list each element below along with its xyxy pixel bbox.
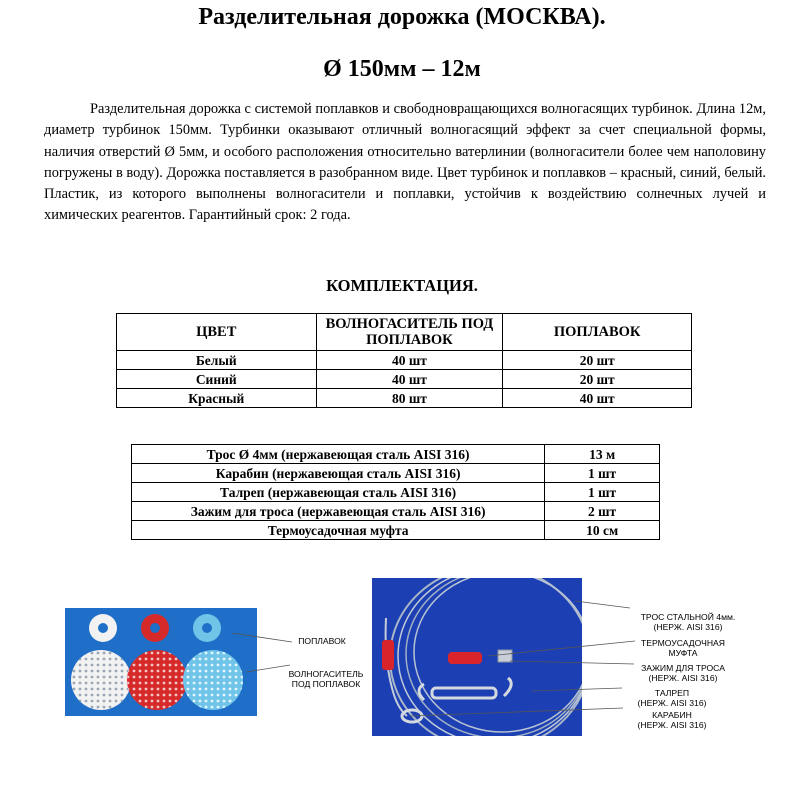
- turnbuckle-label-text: ТАЛРЕП (НЕРЖ. AISI 316): [637, 687, 707, 708]
- table-cell: Синий: [117, 370, 317, 389]
- table-cell: Трос Ø 4мм (нержавеющая сталь AISI 316): [132, 445, 545, 464]
- table-cell: 80 шт: [316, 389, 503, 408]
- table-cell: 40 шт: [316, 370, 503, 389]
- description-text: Разделительная дорожка с системой поплавков и свободновращающихся волногасящих турбинок. Длина 12м, диаметр турбинок 150мм. Турбинки оказывают отличный волногасящий эффект за счет специальной формы, наличия отверстий Ø 5мм, и особого расположения относительно ватерлинии (волногасители более чем наполовину погружены в воду). Дорожка поставляется в разобранном виде. Цвет турбинок и поплавков – красный, синий, белый. Пластик, из которого выполнены волногасители и поплавки, устойчив к воздействию солнечных лучей и химических реагентов. Гарантийный срок: 2 года.: [44, 101, 766, 224]
- page-title: Разделительная дорожка (МОСКВА).: [198, 4, 606, 30]
- clamp-label-text: ЗАЖИМ ДЛЯ ТРОСА (НЕРЖ. AISI 316): [641, 662, 725, 683]
- table-header: ПОПЛАВОК: [503, 314, 692, 351]
- table-row: [117, 389, 692, 408]
- table-header: ВОЛНОГАСИТЕЛЬ ПОД ПОПЛАВОК: [316, 314, 503, 351]
- table-cell: 2 шт: [545, 502, 660, 521]
- sleeve-label-text: ТЕРМОУСАДОЧНАЯ МУФТА: [641, 637, 725, 658]
- table-cell: Белый: [117, 351, 317, 370]
- hardware-photo: [372, 578, 582, 736]
- table-header: ЦВЕТ: [117, 314, 317, 351]
- description: [44, 99, 766, 227]
- floats-photo: [65, 608, 257, 716]
- float-label-text: ПОПЛАВОК: [298, 636, 346, 646]
- table-row: [117, 370, 692, 389]
- table-cell: 1 шт: [545, 464, 660, 483]
- table-cell: 13 м: [545, 445, 660, 464]
- table-cell: 40 шт: [316, 351, 503, 370]
- table-row: [132, 483, 660, 502]
- wave-damper-label: [286, 660, 366, 689]
- table-row: [132, 464, 660, 483]
- color-table: [116, 313, 692, 408]
- table-cell: Красный: [117, 389, 317, 408]
- table-cell: 10 см: [545, 521, 660, 540]
- carabiner-label: [622, 701, 722, 730]
- table-cell: 1 шт: [545, 483, 660, 502]
- table-cell: 20 шт: [503, 370, 692, 389]
- hardware-illustration: [372, 578, 582, 736]
- table-cell: Карабин (нержавеющая сталь AISI 316): [132, 464, 545, 483]
- wave-damper-label-text: ВОЛНОГАСИТЕЛЬ ПОД ПОПЛАВОК: [288, 668, 364, 689]
- section-title: КОМПЛЕКТАЦИЯ.: [326, 276, 478, 295]
- cable-label-text: ТРОС СТАЛЬНОЙ 4мм. (НЕРЖ. AISI 316): [640, 611, 736, 632]
- table-cell: Зажим для троса (нержавеющая сталь AISI 316): [132, 502, 545, 521]
- components-table: [131, 444, 660, 540]
- table-cell: 20 шт: [503, 351, 692, 370]
- table-row: [117, 351, 692, 370]
- table-cell: Термоусадочная муфта: [132, 521, 545, 540]
- float-label: [290, 637, 354, 647]
- table-header-row: [117, 314, 692, 351]
- table-row: [132, 521, 660, 540]
- table-cell: 40 шт: [503, 389, 692, 408]
- floats-illustration: [65, 608, 257, 716]
- carabiner-label-text: КАРАБИН (НЕРЖ. AISI 316): [637, 709, 707, 730]
- page-subtitle: Ø 150мм – 12м: [323, 56, 481, 82]
- table-row: [132, 445, 660, 464]
- table-row: [132, 502, 660, 521]
- table-cell: Талреп (нержавеющая сталь AISI 316): [132, 483, 545, 502]
- cable-label: [628, 603, 748, 632]
